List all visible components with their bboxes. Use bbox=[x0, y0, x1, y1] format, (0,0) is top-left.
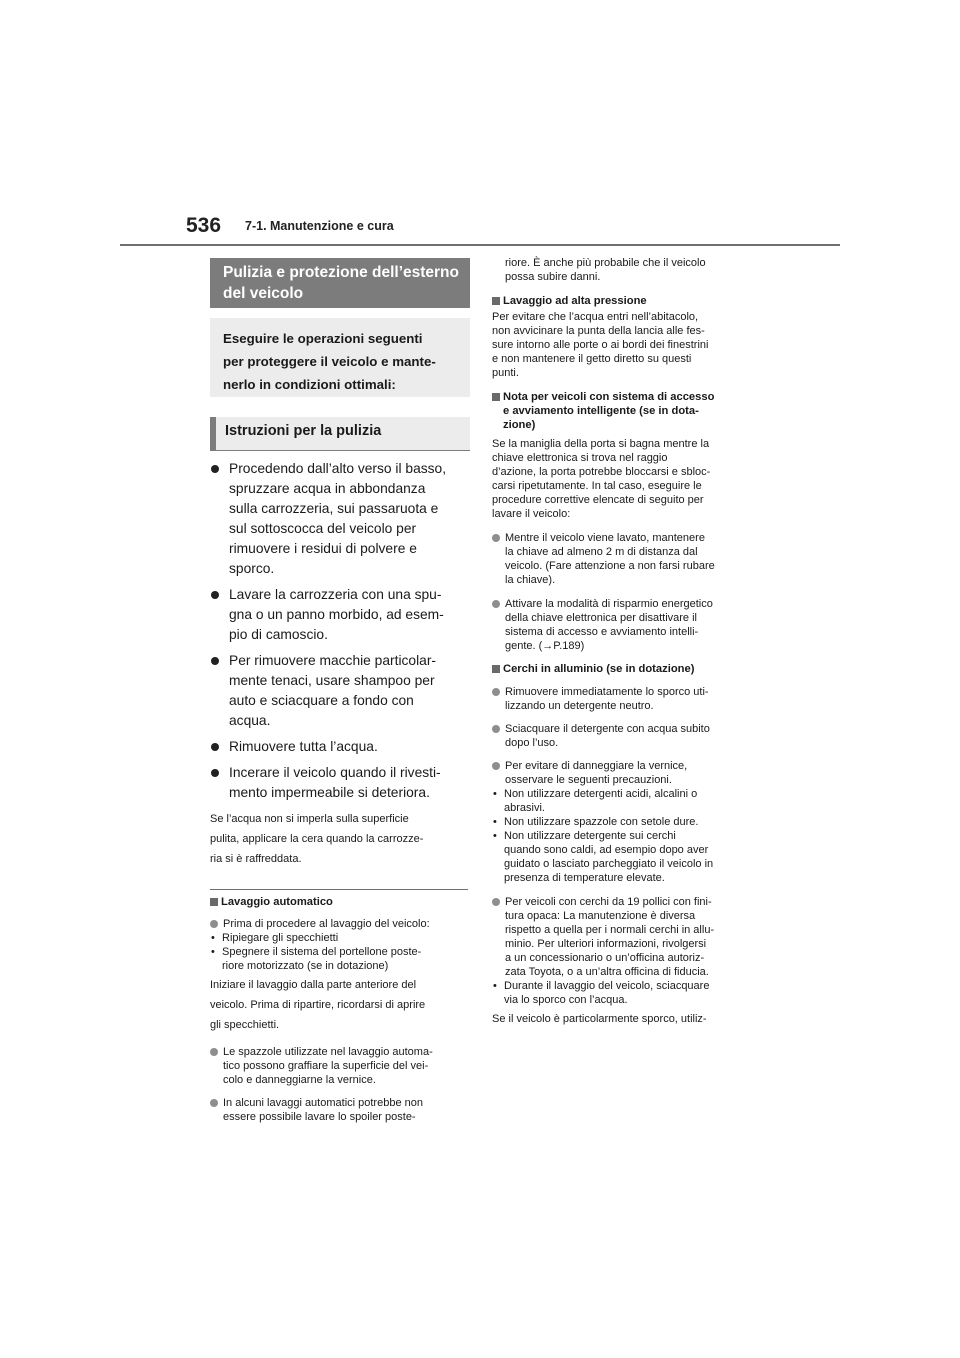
para-line: Se la maniglia della porta si bagna mentre la bbox=[492, 438, 710, 450]
bullet-line: Lavare la carrozzeria con una spu- bbox=[229, 587, 442, 602]
item-line: Per evitare di danneggiare la vernice, bbox=[505, 760, 688, 772]
heading-line: Nota per veicoli con sistema di accesso bbox=[503, 391, 715, 403]
para-line: gli specchietti. bbox=[210, 1019, 280, 1031]
item-line: Ripiegare gli specchietti bbox=[222, 932, 339, 944]
bullet-line: rimuovere i residui di polvere e bbox=[229, 541, 417, 556]
item-line: sistema di accesso e avviamento intelli- bbox=[505, 626, 699, 638]
item-line: Spegnere il sistema del portellone poste- bbox=[222, 946, 422, 958]
page-title: Pulizia e protezione dell’esterno del veicolo bbox=[210, 258, 470, 308]
bullet-line: Per rimuovere macchie particolar- bbox=[229, 653, 437, 668]
square-bullet-icon bbox=[492, 297, 500, 305]
smart-entry-heading bbox=[492, 390, 754, 432]
bullet-line: sulla carrozzeria, sui passaruota e bbox=[229, 501, 439, 516]
bullet-item bbox=[210, 737, 470, 757]
bullet-line: Procedendo dall’alto verso il basso, bbox=[229, 461, 447, 476]
bullet-item bbox=[210, 585, 470, 645]
item-line: essere possibile lavare lo spoiler poste- bbox=[223, 1111, 416, 1123]
item-line: quando sono caldi, ad esempio dopo aver bbox=[504, 844, 709, 856]
circle-bullet-icon bbox=[210, 1048, 218, 1056]
para-line: lavare il veicolo: bbox=[492, 508, 571, 520]
bullet-line: acqua. bbox=[229, 713, 271, 728]
high-pressure-heading: Lavaggio ad alta pressione bbox=[492, 294, 754, 308]
item-line: Rimuovere immediatamente lo sporco uti- bbox=[505, 686, 709, 698]
bullet-line: mento impermeabile si deteriora. bbox=[229, 785, 430, 800]
item-line: rispetto a quella per i normali cerchi in allu- bbox=[505, 924, 715, 936]
para-line: Iniziare il lavaggio dalla parte anteriore del bbox=[210, 979, 417, 991]
circle-bullet-item bbox=[210, 1096, 470, 1124]
square-bullet-icon bbox=[492, 665, 500, 673]
item-line: presenza di temperature elevate. bbox=[504, 872, 665, 884]
item-line: abrasivi. bbox=[504, 802, 545, 814]
item-line: tico possono graffiare la superficie del vei- bbox=[223, 1060, 429, 1072]
item-line: osservare le seguenti precauzioni. bbox=[505, 774, 672, 786]
item-line: riore motorizzato (se in dotazione) bbox=[222, 960, 389, 972]
circle-bullet-item bbox=[492, 722, 754, 750]
para-line: d’azione, la porta potrebbe bloccarsi e sbloc- bbox=[492, 466, 711, 478]
circle-bullet-icon bbox=[210, 920, 218, 928]
item-line: Attivare la modalità di risparmio energetico bbox=[505, 598, 713, 610]
bullet-dot-icon bbox=[211, 465, 219, 473]
item-line: della chiave elettronica per disattivare il bbox=[505, 612, 697, 624]
dot-list-item bbox=[210, 931, 470, 945]
circle-bullet-item bbox=[210, 917, 470, 931]
para-line: sure intorno alle porte o ai bordi dei finestrini bbox=[492, 339, 709, 351]
item-line: Non utilizzare detergenti acidi, alcalini o bbox=[504, 788, 698, 800]
note-line: ria si è raffreddata. bbox=[210, 853, 302, 865]
bullet-item bbox=[210, 651, 470, 731]
alloy-wheels-heading: Cerchi in alluminio (se in dotazione) bbox=[492, 662, 754, 676]
item-line: Sciacquare il detergente con acqua subito bbox=[505, 723, 710, 735]
bullet-line: sporco. bbox=[229, 561, 275, 576]
circle-bullet-icon bbox=[492, 762, 500, 770]
item-line: zata Toyota, o a un’altra officina di fiducia. bbox=[505, 966, 709, 978]
right-column bbox=[492, 256, 754, 1026]
bullet-dot-icon bbox=[211, 657, 219, 665]
item-line: veicolo. (Fare attenzione a non farsi rubare bbox=[505, 560, 715, 572]
para-line: riore. È anche più probabile che il veicolo bbox=[505, 257, 706, 269]
item-line: Per veicoli con cerchi da 19 pollici con fini- bbox=[505, 896, 712, 908]
para-line: carsi ripetutamente. In tal caso, eseguire le bbox=[492, 480, 702, 492]
heading-line: zione) bbox=[503, 419, 536, 431]
dot-list-item bbox=[492, 787, 754, 815]
item-line: la chiave ad almeno 2 m di distanza dal bbox=[505, 546, 698, 558]
para-line: punti. bbox=[492, 367, 519, 379]
left-column bbox=[210, 258, 470, 1124]
para-line: e non mantenere il getto diretto su questi bbox=[492, 353, 692, 365]
circle-bullet-item bbox=[492, 759, 754, 787]
dot-list-item bbox=[492, 815, 754, 829]
item-line: dopo l’uso. bbox=[505, 737, 559, 749]
smart-entry-paragraph bbox=[492, 437, 754, 521]
bullet-line: gna o un panno morbido, ad esem- bbox=[229, 607, 444, 622]
dot-list-item bbox=[210, 945, 470, 973]
circle-bullet-item bbox=[492, 531, 754, 587]
bullet-dot-icon bbox=[211, 591, 219, 599]
circle-bullet-icon bbox=[492, 898, 500, 906]
bullet-line: Incerare il veicolo quando il rivesti- bbox=[229, 765, 441, 780]
item-line: Durante il lavaggio del veicolo, sciacquare bbox=[504, 980, 710, 992]
item-line: Prima di procedere al lavaggio del veicolo: bbox=[223, 918, 430, 930]
bullet-dot-icon bbox=[211, 743, 219, 751]
item-line: colo e danneggiarne la vernice. bbox=[223, 1074, 376, 1086]
square-bullet-icon bbox=[492, 393, 500, 401]
item-line: la chiave). bbox=[505, 574, 556, 586]
item-line: a un concessionario o un’officina autoriz- bbox=[505, 952, 705, 964]
small-bullet-icon: • bbox=[211, 946, 215, 958]
para-line: non avvicinare la punta della lancia alle fes- bbox=[492, 325, 705, 337]
dot-list-item bbox=[492, 829, 754, 885]
bullet-item bbox=[210, 459, 470, 579]
para-line: possa subire danni. bbox=[505, 271, 601, 283]
item-line: minio. Per ulteriori informazioni, rivolgersi bbox=[505, 938, 707, 950]
circle-bullet-icon bbox=[210, 1099, 218, 1107]
item-line: lizzando un detergente neutro. bbox=[505, 700, 654, 712]
circle-bullet-icon bbox=[492, 688, 500, 696]
continued-text bbox=[492, 256, 754, 284]
circle-bullet-icon bbox=[492, 600, 500, 608]
item-line: guidato o lasciato parcheggiato il veicolo in bbox=[504, 858, 714, 870]
circle-bullet-item bbox=[492, 895, 754, 979]
circle-bullet-item bbox=[210, 1045, 470, 1087]
intro-line: nerlo in condizioni ottimali: bbox=[223, 377, 396, 392]
circle-bullet-item bbox=[492, 597, 754, 653]
bullet-line: Rimuovere tutta l’acqua. bbox=[229, 739, 378, 754]
intro-line: Eseguire le operazioni seguenti bbox=[223, 331, 423, 346]
cleaning-bullet-list bbox=[210, 459, 470, 803]
small-bullet-icon: • bbox=[493, 830, 497, 842]
bullet-item bbox=[210, 763, 470, 803]
circle-bullet-icon bbox=[492, 725, 500, 733]
item-line: Mentre il veicolo viene lavato, mantenere bbox=[505, 532, 705, 544]
dot-list-item bbox=[492, 979, 754, 1007]
small-bullet-icon: • bbox=[493, 788, 497, 800]
item-line: Le spazzole utilizzate nel lavaggio automa- bbox=[223, 1046, 433, 1058]
item-line: via lo sporco con l’acqua. bbox=[504, 994, 628, 1006]
intro-line: per proteggere il veicolo e mante- bbox=[223, 354, 436, 369]
small-bullet-icon: • bbox=[493, 816, 497, 828]
circle-bullet-icon bbox=[492, 534, 500, 542]
bullet-line: sul sottoscocca del veicolo per bbox=[229, 521, 417, 536]
section-divider bbox=[210, 889, 468, 890]
bullet-line: auto e sciacquare a fondo con bbox=[229, 693, 414, 708]
small-bullet-icon: • bbox=[493, 980, 497, 992]
para-line: chiave elettronica si trova nel raggio bbox=[492, 452, 668, 464]
item-line: gente. (→P.189) bbox=[505, 640, 585, 652]
circle-bullet-item bbox=[492, 685, 754, 713]
header-divider bbox=[120, 244, 840, 246]
auto-wash-paragraph bbox=[210, 975, 470, 1035]
heading-line: e avviamento intelligente (se in dota- bbox=[503, 405, 699, 417]
cleaning-instructions-heading: Istruzioni per la pulizia bbox=[210, 417, 470, 451]
bullet-line: pio di camoscio. bbox=[229, 627, 328, 642]
item-line: tura opaca: La manutenzione è diversa bbox=[505, 910, 696, 922]
note-line: Se l’acqua non si imperla sulla superficie bbox=[210, 813, 409, 825]
item-line: Non utilizzare detergente sui cerchi bbox=[504, 830, 676, 842]
high-pressure-paragraph bbox=[492, 310, 754, 380]
wax-note bbox=[210, 809, 470, 869]
auto-wash-heading: Lavaggio automatico bbox=[210, 895, 470, 909]
para-line: Per evitare che l’acqua entri nell’abitacolo, bbox=[492, 311, 699, 323]
square-bullet-icon bbox=[210, 898, 218, 906]
bullet-line: spruzzare acqua in abbondanza bbox=[229, 481, 426, 496]
para-line: veicolo. Prima di ripartire, ricordarsi di aprire bbox=[210, 999, 426, 1011]
bullet-dot-icon bbox=[211, 769, 219, 777]
bullet-line: mente tenaci, usare shampoo per bbox=[229, 673, 435, 688]
item-line: Non utilizzare spazzole con setole dure. bbox=[504, 816, 699, 828]
intro-box bbox=[210, 318, 470, 397]
item-line: In alcuni lavaggi automatici potrebbe non bbox=[223, 1097, 423, 1109]
para-line: procedure correttive elencate di seguito per bbox=[492, 494, 704, 506]
wheels-last-line: Se il veicolo è particolarmente sporco, utiliz- bbox=[492, 1013, 707, 1025]
small-bullet-icon: • bbox=[211, 932, 215, 944]
page-number: 536 bbox=[186, 214, 222, 237]
note-line: pulita, applicare la cera quando la carrozze- bbox=[210, 833, 424, 845]
section-reference: 7-1. Manutenzione e cura bbox=[245, 219, 394, 233]
